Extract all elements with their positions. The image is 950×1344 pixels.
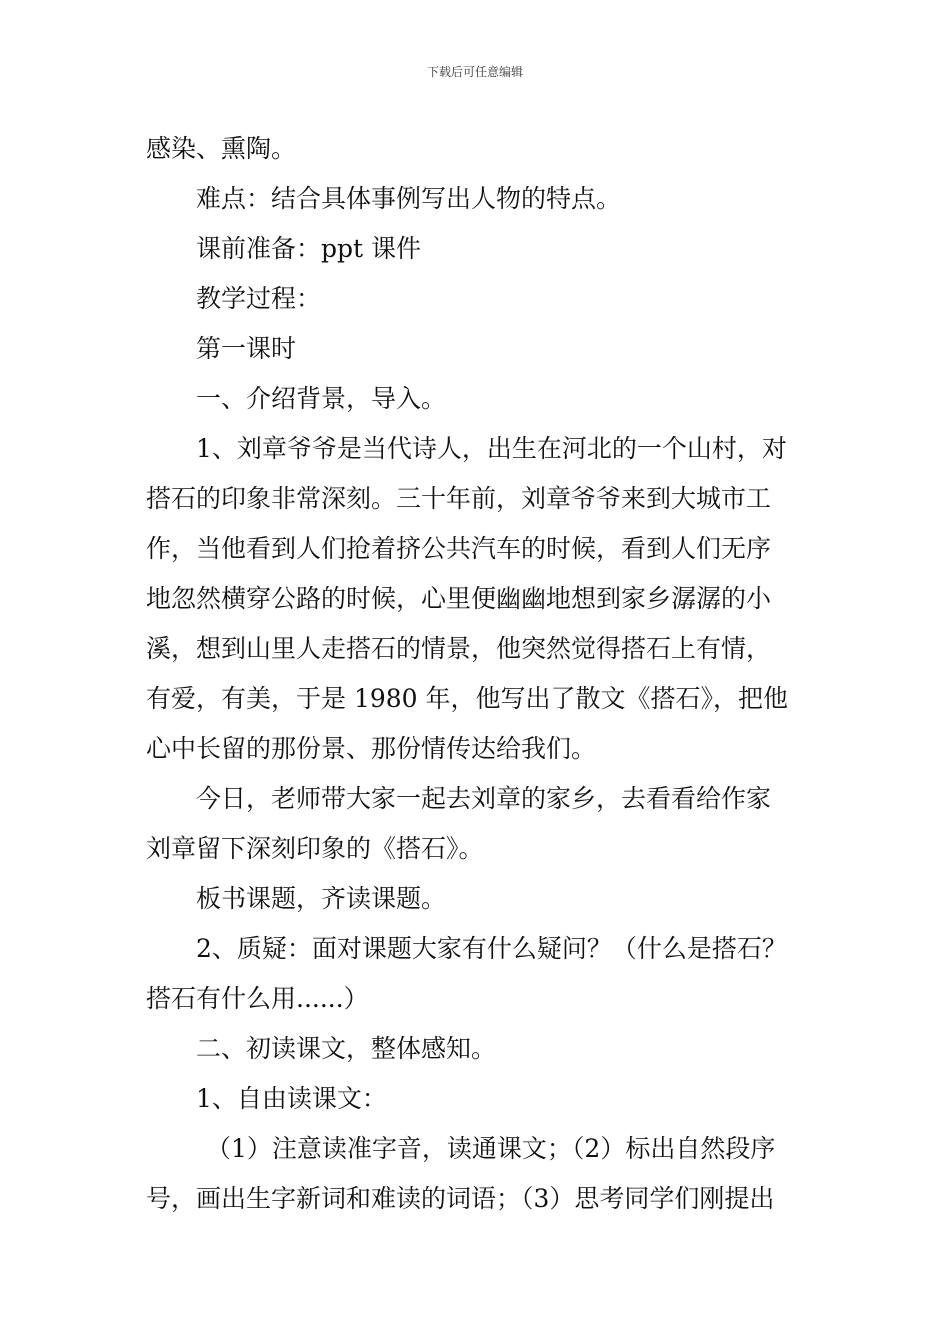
text-line: 1、刘章爷爷是当代诗人，出生在河北的一个山村，对 [196,434,787,463]
text-line: 刘章留下深刻印象的《搭石》。 [146,834,484,863]
text-line: 地忽然横穿公路的时候，心里便幽幽地想到家乡潺潺的小 [146,584,772,613]
first-lesson-heading: 第一课时 [196,334,297,363]
preparation-line: 课前准备：ppt 课件 [196,234,422,263]
text-line: 溪，想到山里人走搭石的情景，他突然觉得搭石上有情， [146,634,772,663]
difficulty-line: 难点：结合具体事例写出人物的特点。 [196,184,622,213]
text-line: 心中长留的那份景、那份情传达给我们。 [146,734,597,763]
page-header: 下载后可任意编辑 [426,65,523,79]
text-line: 感染、熏陶。 [146,134,297,163]
text-line: 今日，老师带大家一起去刘章的家乡，去看看给作家 [196,784,772,813]
text-line: 号，画出生字新词和难读的词语；（3）思考同学们刚提出 [146,1184,775,1213]
section-two-heading: 二、初读课文，整体感知。 [196,1034,497,1063]
teaching-process-heading: 教学过程： [196,284,322,313]
text-line: 板书课题，齐读课题。 [196,884,447,913]
text-line: 搭石有什么用......） [146,984,369,1013]
text-line: 1、自由读课文： [196,1084,387,1113]
text-line: 有爱，有美，于是 1980 年，他写出了散文《搭石》，把他 [146,684,789,713]
section-one-heading: 一、介绍背景，导入。 [196,384,447,413]
text-line: 搭石的印象非常深刻。三十年前，刘章爷爷来到大城市工 [146,484,772,513]
text-line: 作，当他看到人们抢着挤公共汽车的时候，看到人们无序 [146,534,772,563]
text-line: 2、质疑：面对课题大家有什么疑问？（什么是搭石？ [196,934,787,963]
document-body [146,124,808,1224]
text-line: （1）注意读准字音，读通课文；（2）标出自然段序 [206,1134,776,1163]
